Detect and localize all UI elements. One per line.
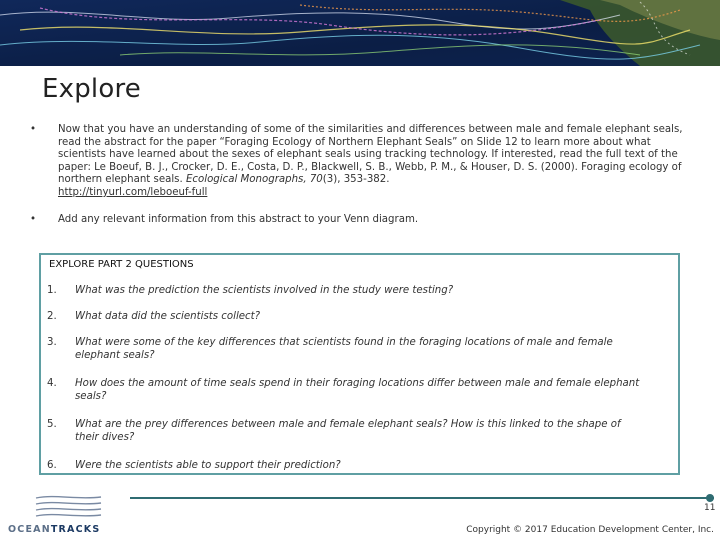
question-item	[47, 311, 647, 337]
journal-title: Ecological Monographs, 70	[185, 174, 323, 186]
page-number: 11	[704, 503, 716, 513]
paper-link[interactable]: http://tinyurl.com/leboeuf-full	[58, 186, 208, 198]
questions-list	[47, 285, 647, 474]
logo-word-ocean: OCEAN	[8, 524, 51, 535]
instruction-item	[30, 214, 690, 227]
footer-divider	[130, 497, 714, 499]
question-number: 3.	[47, 337, 57, 348]
copyright-notice: Copyright © 2017 Education Development Center, Inc.	[466, 525, 714, 535]
question-text: How does the amount of time seals spend in their foraging locations differ between male and female elephant seals?	[75, 378, 640, 402]
questions-header: EXPLORE PART 2 QUESTIONS	[49, 259, 194, 270]
questions-box	[39, 253, 680, 475]
bullet-marker: •	[30, 124, 37, 135]
question-number: 5.	[47, 419, 57, 430]
question-number: 2.	[47, 311, 57, 322]
question-text: Were the scientists able to support their prediction?	[75, 460, 341, 471]
question-number: 6.	[47, 460, 57, 471]
instruction-text: Now that you have an understanding of some of the similarities and differences between male and female elephant seals, read the abstract for the paper “Foraging Ecology of Northern Elephant Seals” on Slide 12 to learn more about what scientists have learned about the sexes of elephant seals using tracking technology. If interested, read the full text of the paper: Le Boeuf, B. J., Crocker, D. E., Costa, D. P., Blackwell, S. B., Webb, P. M., & Houser, D. S. (2000). Foraging ecology of northern elephant seals.	[58, 124, 683, 186]
question-text: What were some of the key differences that scientists found in the foraging locations of male and female elephant seals?	[75, 337, 613, 361]
question-item	[47, 460, 647, 474]
citation-pages: (3), 353-382.	[322, 174, 390, 186]
question-number: 1.	[47, 285, 57, 296]
question-item	[47, 419, 647, 460]
question-number: 4.	[47, 378, 57, 389]
slide-title: Explore	[42, 74, 141, 104]
wave-lines-icon	[6, 494, 106, 522]
header-map-banner	[0, 0, 720, 66]
ocean-tracks-logo	[6, 494, 136, 536]
bullet-marker: •	[30, 213, 37, 225]
logo-wordmark	[8, 524, 100, 535]
question-text: What data did the scientists collect?	[75, 311, 261, 322]
instructions-list	[30, 124, 690, 226]
logo-word-tracks: TRACKS	[50, 524, 101, 535]
question-item	[47, 285, 647, 311]
question-item	[47, 378, 647, 419]
instruction-text: Add any relevant information from this abstract to your Venn diagram.	[58, 213, 419, 225]
question-item	[47, 337, 647, 378]
instruction-item	[30, 124, 690, 200]
question-text: What was the prediction the scientists involved in the study were testing?	[75, 285, 454, 296]
question-text: What are the prey differences between male and female elephant seals? How is this linked to the shape of their dives?	[75, 419, 621, 443]
ocean-track-map	[0, 0, 720, 66]
